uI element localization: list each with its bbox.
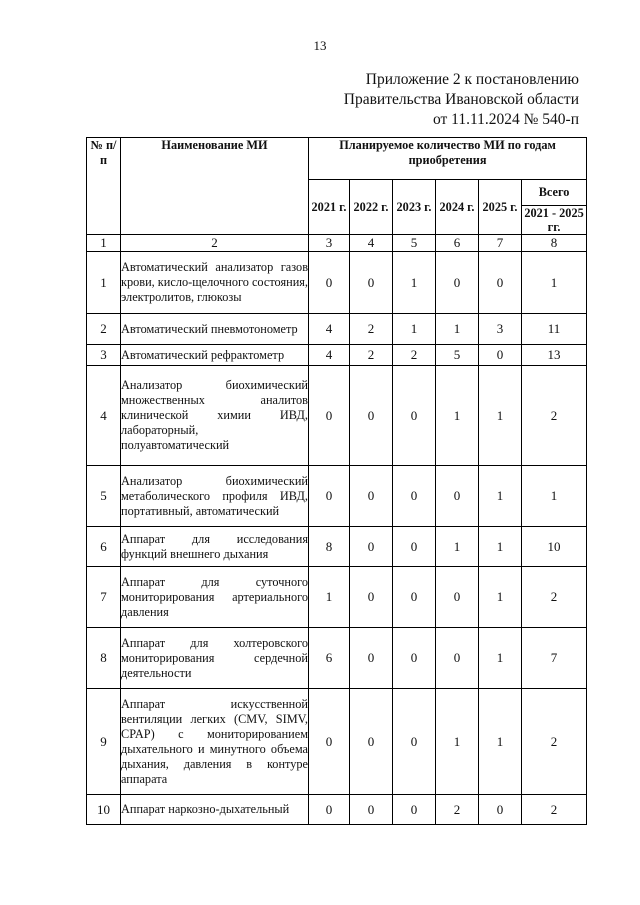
- column-number: 7: [479, 235, 522, 252]
- value-2024: 0: [436, 567, 479, 628]
- table-row: [87, 466, 587, 527]
- value-2022: 0: [350, 567, 393, 628]
- header-year-2021: 2021 г.: [309, 180, 350, 235]
- value-2025: 1: [479, 466, 522, 527]
- value-2022: 0: [350, 527, 393, 567]
- value-2023: 0: [393, 795, 436, 825]
- value-2024: 0: [436, 466, 479, 527]
- column-number: 8: [522, 235, 587, 252]
- value-2023: 2: [393, 345, 436, 366]
- item-name: Автоматический анализатор газов крови, кисло-щелочного состояния, электролитов, глюкозы: [121, 252, 309, 314]
- value-2023: 0: [393, 466, 436, 527]
- item-name: Аппарат для холтеровского мониторирования сердечной деятельности: [121, 628, 309, 689]
- value-total: 2: [522, 366, 587, 466]
- item-name: Аппарат искусственной вентиляции легких (CMV, SIMV, CPAP) с мониторированием дыхательного и минутного объема дыхания, давления в контуре аппарата: [121, 689, 309, 795]
- value-2021: 0: [309, 795, 350, 825]
- value-2021: 4: [309, 314, 350, 345]
- value-2024: 2: [436, 795, 479, 825]
- header-year-2022: 2022 г.: [350, 180, 393, 235]
- value-2023: 1: [393, 314, 436, 345]
- value-2024: 1: [436, 314, 479, 345]
- value-2025: 0: [479, 795, 522, 825]
- table-row: [87, 314, 587, 345]
- value-total: 1: [522, 252, 587, 314]
- row-number: 9: [87, 689, 121, 795]
- value-2023: 0: [393, 527, 436, 567]
- value-2025: 1: [479, 567, 522, 628]
- item-name: Аппарат для суточного мониторирования артериального давления: [121, 567, 309, 628]
- value-2023: 0: [393, 689, 436, 795]
- value-2023: 0: [393, 628, 436, 689]
- value-2023: 1: [393, 252, 436, 314]
- value-total: 2: [522, 567, 587, 628]
- header-year-2025: 2025 г.: [479, 180, 522, 235]
- value-2022: 0: [350, 466, 393, 527]
- table-row: [87, 689, 587, 795]
- item-name: Автоматический рефрактометр: [121, 345, 309, 366]
- appendix-line-1: Приложение 2 к постановлению: [365, 71, 579, 88]
- value-2021: 0: [309, 252, 350, 314]
- value-2025: 0: [479, 345, 522, 366]
- value-total: 1: [522, 466, 587, 527]
- value-2025: 1: [479, 689, 522, 795]
- value-2021: 1: [309, 567, 350, 628]
- value-2025: 1: [479, 527, 522, 567]
- item-name: Автоматический пневмотонометр: [121, 314, 309, 345]
- row-number: 7: [87, 567, 121, 628]
- value-2022: 0: [350, 628, 393, 689]
- value-2024: 1: [436, 689, 479, 795]
- header-total-range: 2021 - 2025 гг.: [522, 206, 587, 235]
- table-row: [87, 628, 587, 689]
- value-2024: 0: [436, 628, 479, 689]
- appendix-line-2: Правительства Ивановской области: [343, 91, 579, 108]
- item-name: Анализатор биохимический метаболического профиля ИВД, портативный, автоматический: [121, 466, 309, 527]
- header-no: № п/п: [87, 138, 121, 235]
- value-2022: 2: [350, 314, 393, 345]
- value-2024: 1: [436, 527, 479, 567]
- value-2022: 0: [350, 252, 393, 314]
- equipment-table: [86, 137, 587, 825]
- value-2021: 0: [309, 689, 350, 795]
- value-total: 10: [522, 527, 587, 567]
- value-2021: 8: [309, 527, 350, 567]
- value-2022: 0: [350, 366, 393, 466]
- value-2021: 6: [309, 628, 350, 689]
- appendix-line-3: от 11.11.2024 № 540-п: [432, 111, 579, 128]
- value-2025: 3: [479, 314, 522, 345]
- table-row: [87, 345, 587, 366]
- column-number: 3: [309, 235, 350, 252]
- value-2024: 5: [436, 345, 479, 366]
- table-row: [87, 252, 587, 314]
- column-number: 4: [350, 235, 393, 252]
- item-name: Аппарат для исследования функций внешнего дыхания: [121, 527, 309, 567]
- value-2024: 0: [436, 252, 479, 314]
- value-total: 2: [522, 689, 587, 795]
- table-row: [87, 366, 587, 466]
- header-plan: Планируемое количество МИ по годам приобретения: [309, 138, 587, 180]
- value-2024: 1: [436, 366, 479, 466]
- item-name: Аппарат наркозно-дыхательный: [121, 795, 309, 825]
- column-number: 2: [121, 235, 309, 252]
- value-total: 13: [522, 345, 587, 366]
- row-number: 6: [87, 527, 121, 567]
- value-2022: 2: [350, 345, 393, 366]
- appendix-header: [344, 70, 579, 130]
- table-row: [87, 527, 587, 567]
- item-name: Анализатор биохимический множественных аналитов клинической химии ИВД, лабораторный, полуавтоматический: [121, 366, 309, 466]
- row-number: 8: [87, 628, 121, 689]
- value-total: 11: [522, 314, 587, 345]
- page-number: 13: [313, 38, 327, 53]
- value-2022: 0: [350, 795, 393, 825]
- value-2021: 0: [309, 366, 350, 466]
- value-2022: 0: [350, 689, 393, 795]
- header-year-2024: 2024 г.: [436, 180, 479, 235]
- row-number: 4: [87, 366, 121, 466]
- table-row: [87, 567, 587, 628]
- row-number: 3: [87, 345, 121, 366]
- value-2021: 0: [309, 466, 350, 527]
- header-year-2023: 2023 г.: [393, 180, 436, 235]
- row-number: 2: [87, 314, 121, 345]
- row-number: 1: [87, 252, 121, 314]
- value-2025: 0: [479, 252, 522, 314]
- header-name: Наименование МИ: [121, 138, 309, 235]
- header-total: Всего: [522, 180, 587, 206]
- value-2025: 1: [479, 628, 522, 689]
- column-number: 1: [87, 235, 121, 252]
- value-total: 2: [522, 795, 587, 825]
- value-2021: 4: [309, 345, 350, 366]
- value-2023: 0: [393, 567, 436, 628]
- column-number: 6: [436, 235, 479, 252]
- table-row: [87, 795, 587, 825]
- row-number: 10: [87, 795, 121, 825]
- row-number: 5: [87, 466, 121, 527]
- column-number: 5: [393, 235, 436, 252]
- column-number-row: [87, 235, 587, 252]
- value-total: 7: [522, 628, 587, 689]
- value-2023: 0: [393, 366, 436, 466]
- value-2025: 1: [479, 366, 522, 466]
